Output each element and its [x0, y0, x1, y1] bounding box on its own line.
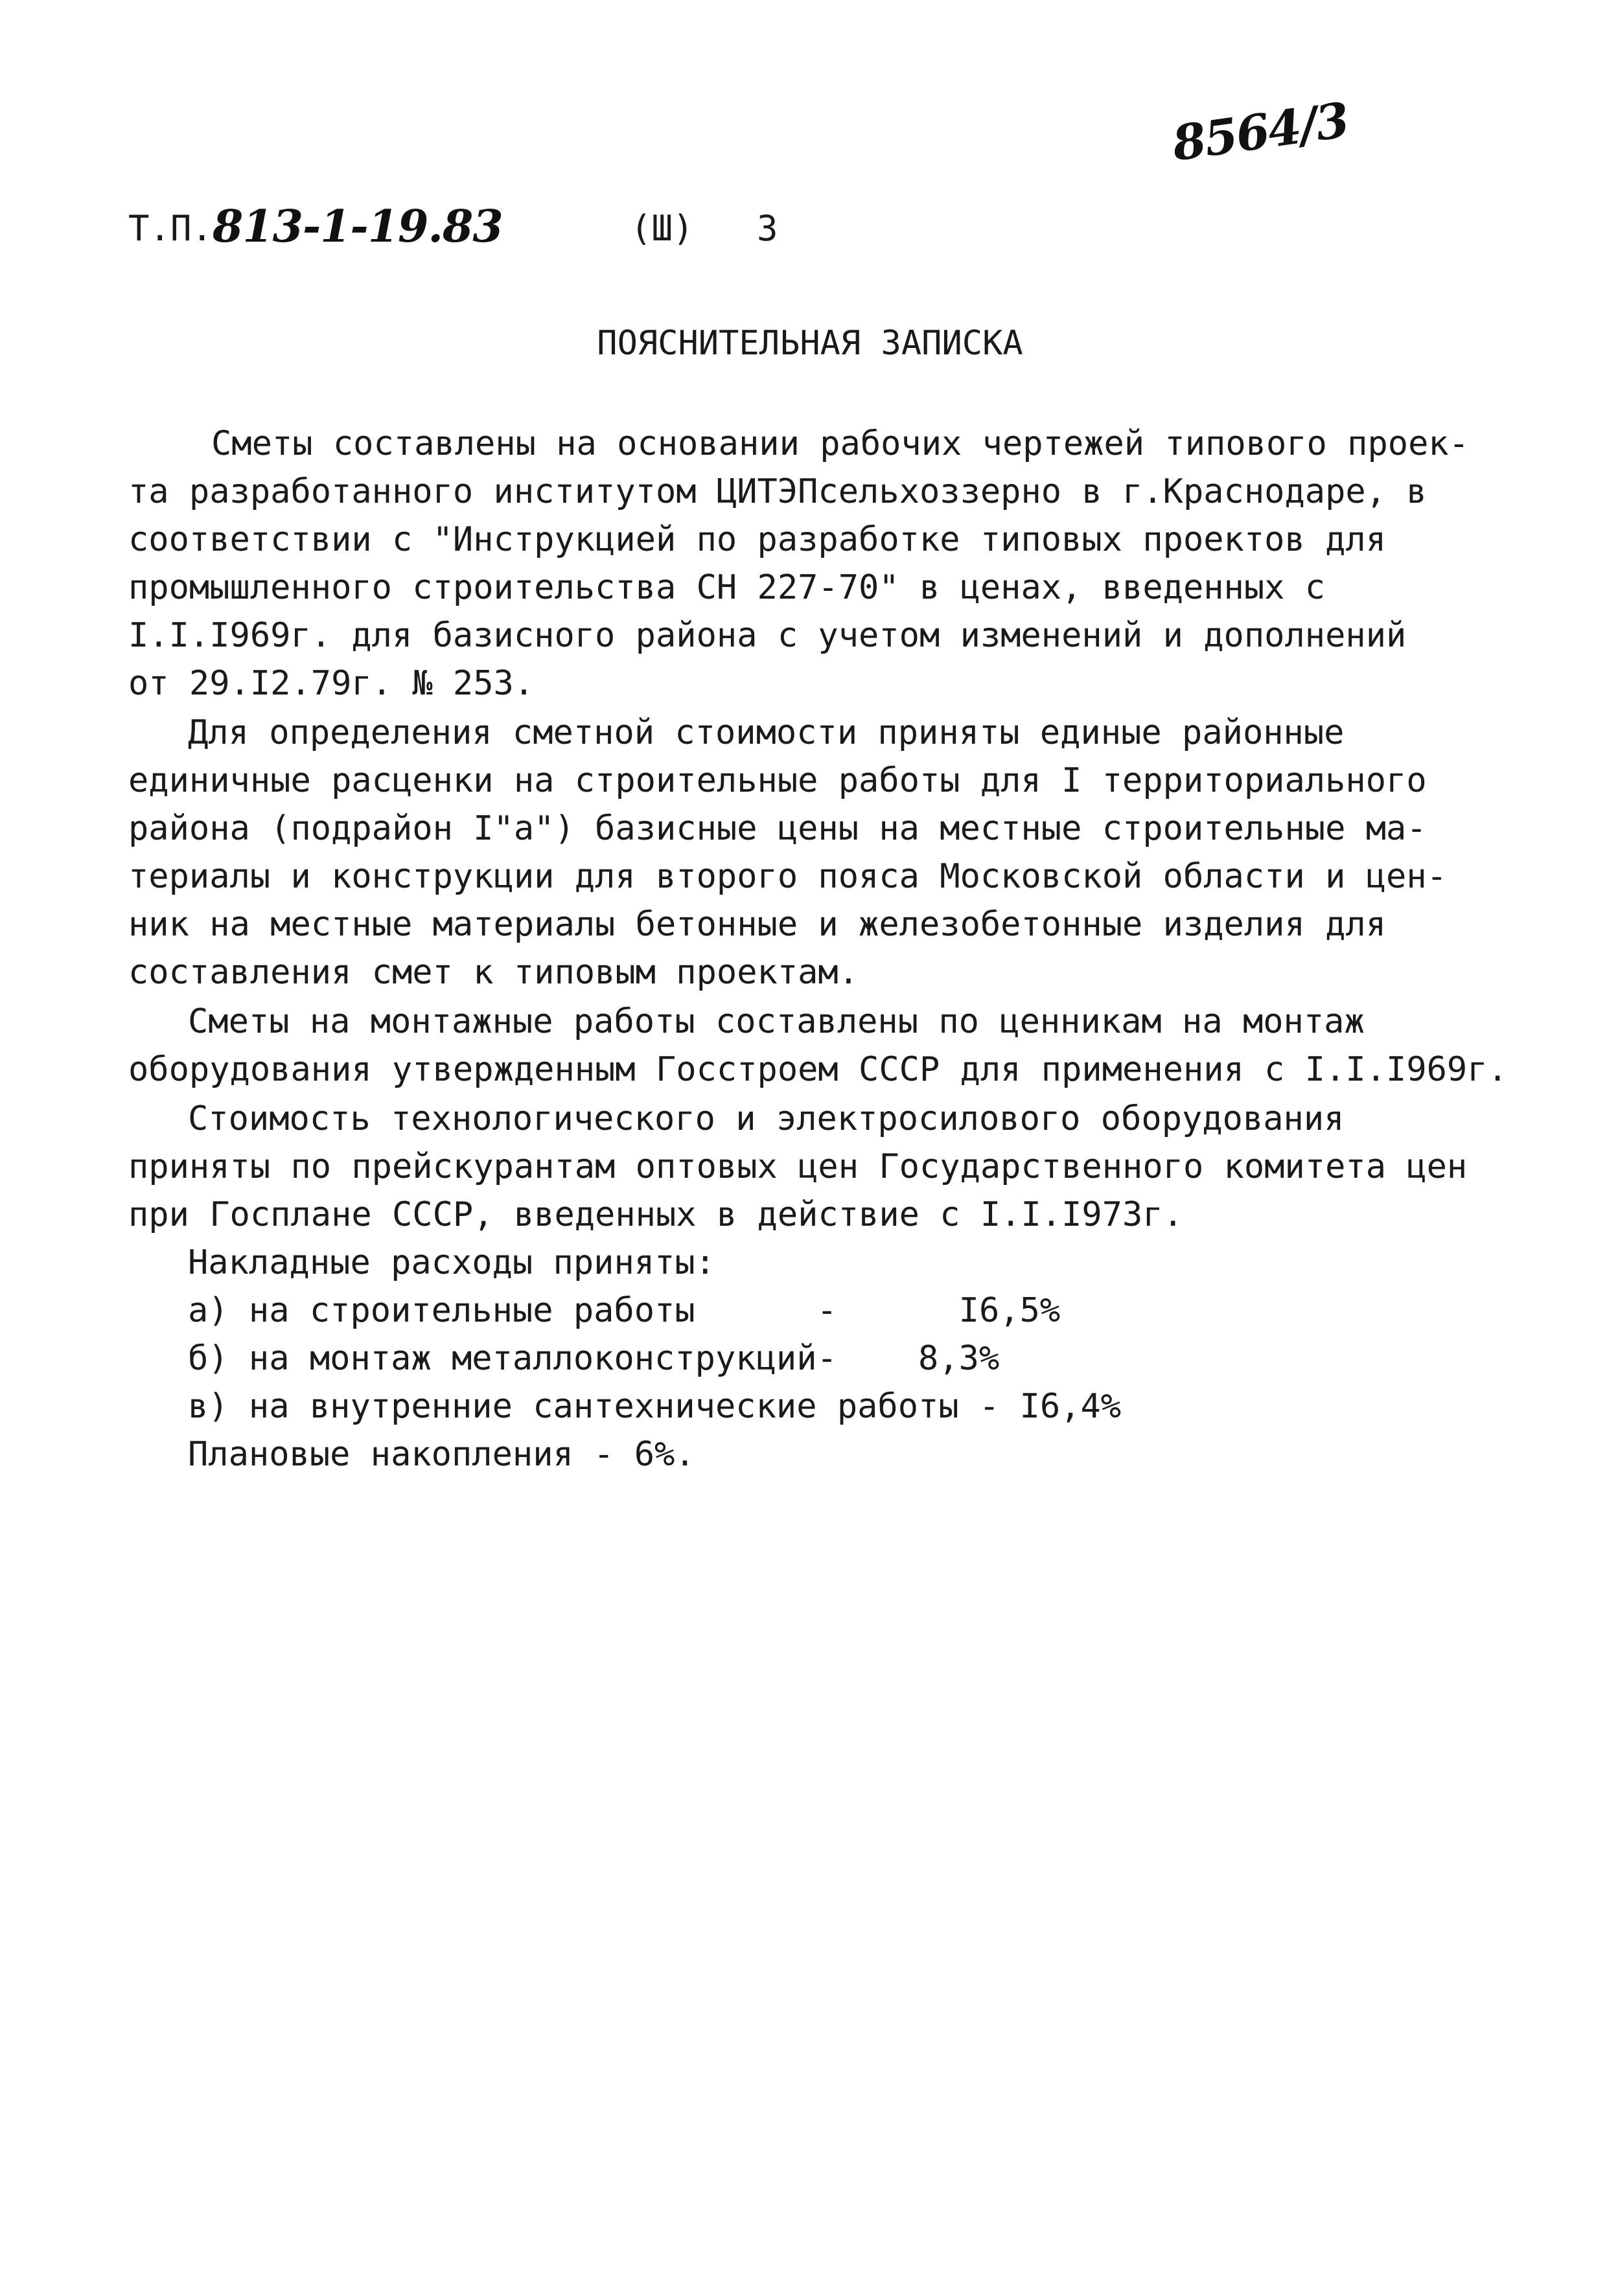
paragraph-installation-works [128, 998, 1508, 1094]
text-line: приняты по прейскурантам оптовых цен Государственного комитета цен [128, 1147, 1468, 1186]
text-line: района (подрайон I"а") базисные цены на местные строительные ма- [128, 809, 1427, 848]
text-line: ник на местные материалы бетонные и железобетонные изделия для [128, 905, 1387, 944]
text-line: териалы и конструкции для второго пояса Московской области и цен- [128, 857, 1447, 896]
text-line: от 29.I2.79г. № 253. [128, 664, 535, 703]
header-suffix: (Ш) [630, 208, 694, 249]
archive-number-handwritten: 8564/3 [1169, 92, 1352, 172]
project-number-handwritten: 813-1-19.83 [213, 201, 503, 253]
text-line: единичные расценки на строительные работы для I территориального [128, 761, 1427, 800]
paragraph-cost-determination [128, 709, 1463, 996]
overhead-section [128, 1239, 1463, 1478]
paragraph-equipment-cost [128, 1095, 1468, 1239]
text-line: промышленного строительства СН 227-70" в ценах, введенных с [128, 568, 1326, 607]
document-body [128, 420, 1508, 1478]
text-line: та разработанного институтом ЦИТЭПсельхоззерно в г.Краснодаре, в [128, 472, 1427, 511]
text-line: составления смет к типовым проектам. [128, 953, 859, 992]
text-line: оборудования утвержденным Госстроем СССР для применения с I.I.I969г. [128, 1050, 1508, 1089]
document-title: ПОЯСНИТЕЛЬНАЯ ЗАПИСКА [597, 324, 1023, 363]
text-line: I.I.I969г. для базисного района с учетом изменений и дополнений [128, 616, 1407, 655]
text-line: Стоимость технологического и электросилового оборудования [188, 1099, 1345, 1138]
overhead-item: в) на внутренние сантехнические работы - I6,4% [188, 1387, 1122, 1426]
overhead-heading: Накладные расходы приняты: [188, 1243, 715, 1282]
header-prefix: Т.П. [128, 208, 213, 249]
text-line: Для определения сметной стоимости приняты единые районные [188, 713, 1345, 752]
text-line: соответствии с "Инструкцией по разработке типовых проектов для [128, 520, 1387, 559]
document-header [128, 201, 906, 253]
paragraph-estimates-basis [128, 420, 1470, 707]
text-line: Сметы составлены на основании рабочих чертежей типового проек- [211, 424, 1470, 463]
overhead-item: а) на строительные работы - I6,5% [188, 1291, 1061, 1330]
planned-savings: Плановые накопления - 6%. [188, 1435, 695, 1474]
text-line: Сметы на монтажные работы составлены по ценникам на монтаж [188, 1002, 1365, 1041]
text-line: при Госплане СССР, введенных в действие с I.I.I973г. [128, 1195, 1183, 1234]
page-number: 3 [757, 208, 778, 249]
overhead-item: б) на монтаж металлоконструкций- 8,3% [188, 1339, 1000, 1378]
